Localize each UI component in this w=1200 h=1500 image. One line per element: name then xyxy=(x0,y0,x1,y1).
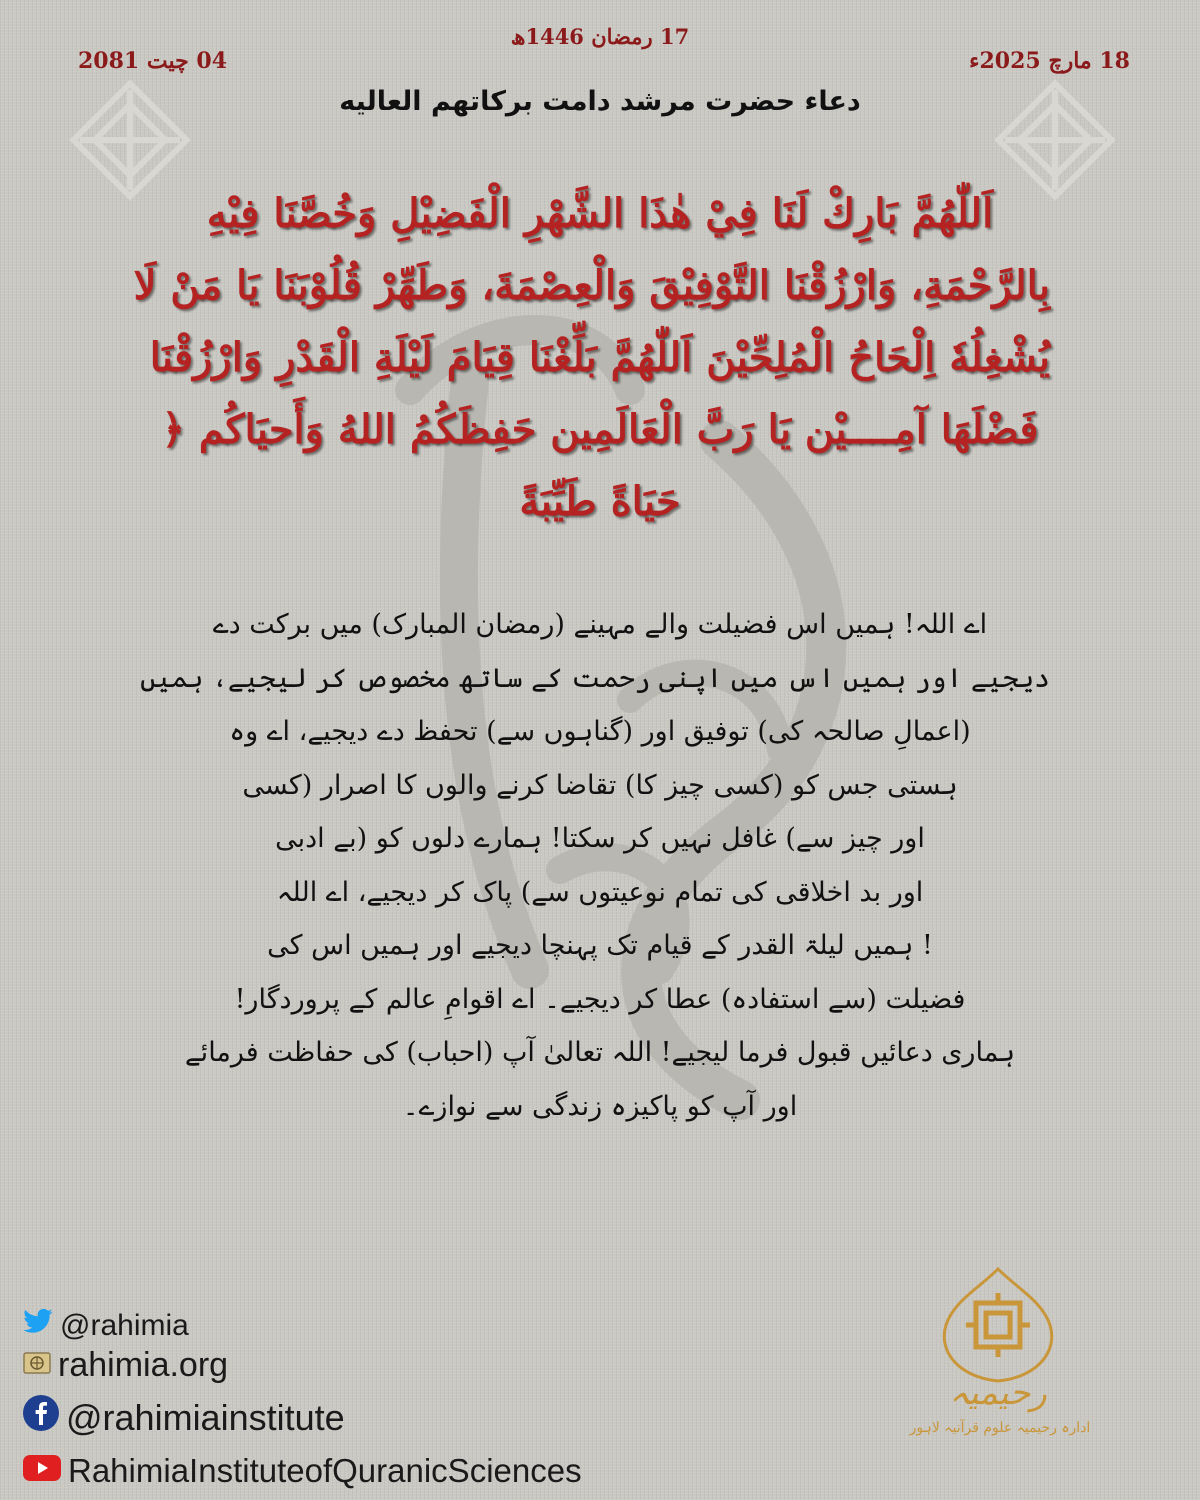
urdu-line: اے اللہ! ہمیں اس فضیلت والے مہینے (رمضان المبارک) میں برکت دے xyxy=(212,609,988,640)
twitter-handle: @rahimia xyxy=(60,1309,189,1342)
urdu-line: (اعمالِ صالحہ کی) توفیق اور (گناہوں سے) تحفظ دے دیجیے، اے وہ xyxy=(229,716,971,747)
arabic-line: حَيَاةً طَيِّبَةً xyxy=(519,478,681,525)
youtube-channel: RahimiaInstituteofQuranicSciences xyxy=(68,1452,582,1489)
urdu-line: ! ہمیں لیلۃ القدر کے قیام تک پہنچا دیجیے اور ہمیں اس کی xyxy=(267,930,933,961)
arabic-line: فَضْلَهَا آمِــــيْن يَا رَبَّ الْعَالَمِين حَفِظَكُمُ اللهُ وَأَحيَاكُم ﴿ xyxy=(161,406,1039,453)
logo-name: رحیمیہ xyxy=(949,1373,1047,1413)
youtube-link[interactable] xyxy=(22,1452,582,1490)
urdu-line: اور چیز سے) غافل نہیں کر سکتا! ہمارے دلوں کو (بے ادبی xyxy=(275,823,925,854)
twitter-icon xyxy=(22,1308,54,1344)
urdu-line: اور بد اخلاقی کی تمام نوعیتوں سے) پاک کر دیجیے، اے اللہ xyxy=(276,876,924,908)
twitter-link[interactable] xyxy=(22,1308,189,1344)
globe-icon xyxy=(22,1346,52,1385)
urdu-line: ہستی جس کو (کسی چیز کا) تقاضا کرنے والوں کا اصرار (کسی xyxy=(242,769,958,801)
logo-subtitle: ادارہ رحیمیہ علوم قرآنیہ لاہور xyxy=(909,1420,1091,1436)
page-title: دعاء حضرت مرشد دامت برکاتھم العالیه xyxy=(339,86,861,117)
rahimia-logo xyxy=(918,1265,1078,1385)
urdu-line: فضیلت (سے استفادہ) عطا کر دیجیے۔ اے اقوامِ عالم کے پروردگار! xyxy=(234,983,966,1015)
urdu-line: اور آپ کو پاکیزہ زندگی سے نوازے۔ xyxy=(402,1090,798,1122)
arabic-line: يُشْغِلُهٗ اِلْحَاحُ الْمُلِحِّيْنَ اَللّٰهُمَّ بَلِّغْنَا قِيَامَ لَيْلَةِ الْقَدْرِ وَارْزُقْنَا xyxy=(149,334,1050,381)
urdu-line: دیجیے اور ہمیں اس میں اپنی رحمت کے ساتھ مخصوص کر لیجیے، ہمیں xyxy=(140,662,1050,694)
urdu-translation xyxy=(140,598,1050,1133)
facebook-handle: @rahimiainstitute xyxy=(66,1396,345,1438)
facebook-link[interactable] xyxy=(22,1394,345,1441)
arabic-line: اَللّٰھُمَّ بَارِكْ لَنَا فِيْ هٰذَا الشَّهْرِ الْفَضِيْلِ وَخُصَّنَا فِيْهِ xyxy=(206,190,994,237)
youtube-icon xyxy=(22,1452,62,1490)
arabic-dua xyxy=(133,178,1050,538)
date-hijri: 17 رمضان 1446ھ xyxy=(510,24,690,49)
urdu-line: ہماری دعائیں قبول فرما لیجیے! اللہ تعالیٰ آپ (احباب) کی حفاظت فرمائے xyxy=(184,1037,1016,1068)
website-url: rahimia.org xyxy=(58,1346,229,1384)
facebook-icon xyxy=(22,1394,60,1441)
website-link[interactable] xyxy=(22,1346,228,1385)
date-gregorian: 18 مارچ 2025ء xyxy=(969,48,1130,74)
date-bikrami: 04 چیت 2081 xyxy=(78,48,228,74)
arabic-line: بِالرَّحْمَةِ، وَارْزُقْنَا التَّوْفِيْقَ وَالْعِصْمَةَ، وَطَهِّرْ قُلُوْبَنَا يَا مَنْ لَا xyxy=(133,262,1050,309)
